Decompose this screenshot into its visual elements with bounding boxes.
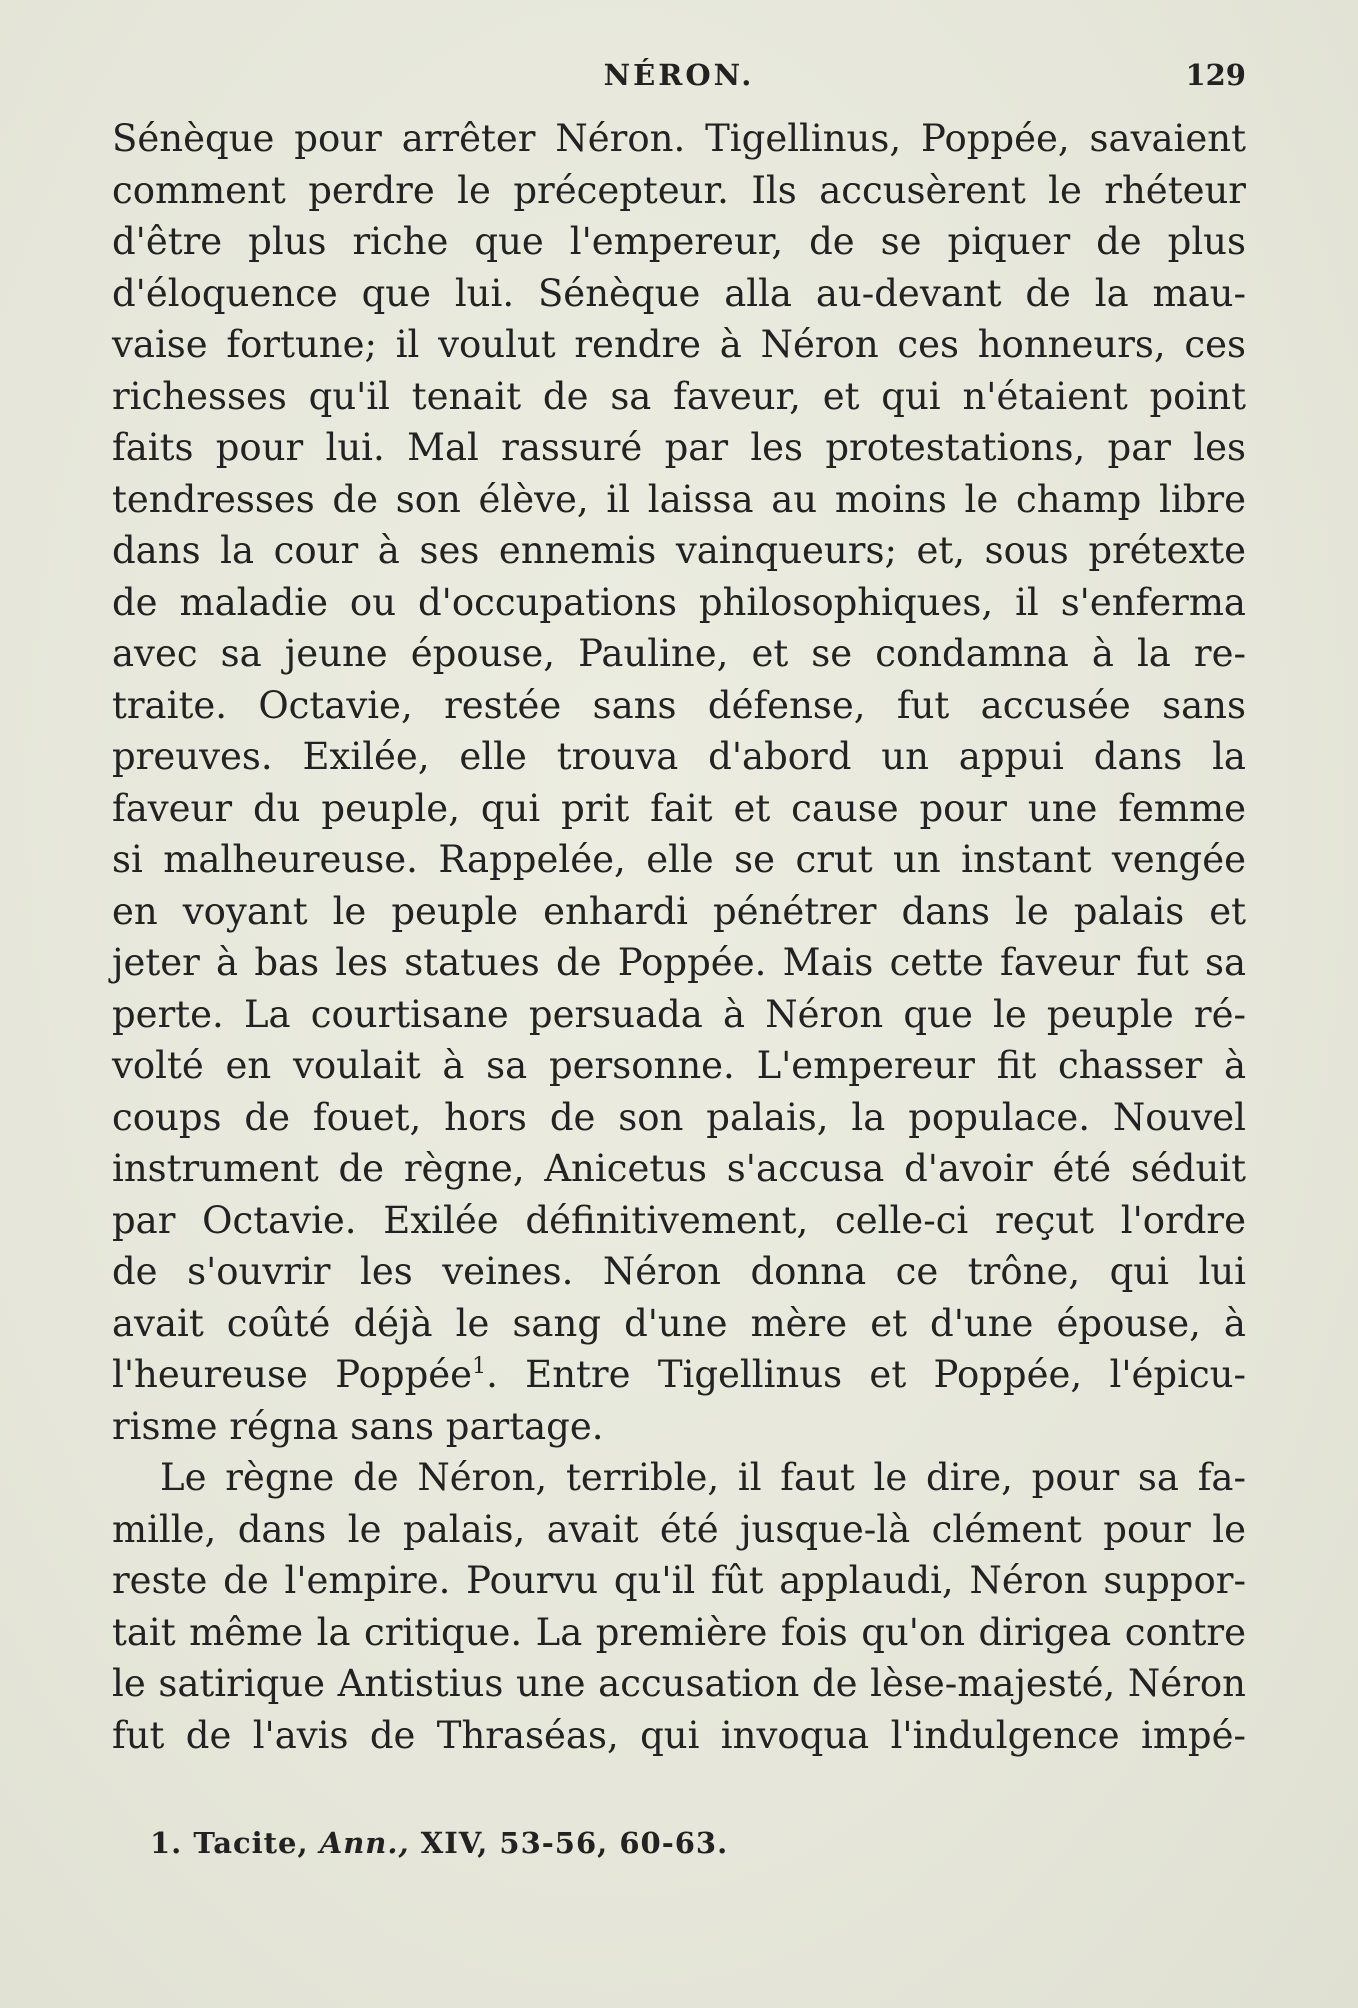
text-line: d'éloquence que lui. Sénèque alla au-devant de la mau- (112, 271, 1246, 315)
paragraph-2 (112, 1452, 1246, 1761)
footnote-number: 1. (150, 1826, 183, 1860)
text-line: mille, dans le palais, avait été jusque-là clément pour le (112, 1507, 1246, 1551)
text-line: fut de l'avis de Thraséas, qui invoqua l'indulgence impé- (112, 1713, 1246, 1757)
text-line: par Octavie. Exilée définitivement, celle-ci reçut l'ordre (112, 1198, 1246, 1242)
footnote (150, 1826, 728, 1860)
text-line: coups de fouet, hors de son palais, la populace. Nouvel (112, 1095, 1246, 1139)
text-line: tait même la critique. La première fois qu'on dirigea contre (112, 1610, 1246, 1654)
footnote-author: Tacite, (193, 1826, 309, 1860)
text-segment: . Entre Tigellinus et Poppée, l'épicu- (486, 1353, 1246, 1396)
text-line: faits pour lui. Mal rassuré par les protestations, par les (112, 426, 1246, 469)
text-line: risme régna sans partage. (112, 1404, 604, 1448)
text-segment: l'heureuse Poppée (112, 1353, 473, 1396)
paragraph-1 (112, 113, 1246, 1452)
text-line: jeter à bas les statues de Poppée. Mais cette faveur fut sa (112, 941, 1246, 984)
text-line: si malheureuse. Rappelée, elle se crut un instant vengée (112, 838, 1246, 881)
text-line: dans la cour à ses ennemis vainqueurs; et, sous prétexte (112, 529, 1246, 572)
text-line: vaise fortune; il voulut rendre à Néron ces honneurs, ces (112, 323, 1246, 366)
text-line-with-footnote-ref (112, 1349, 1246, 1401)
text-line: comment perdre le précepteur. Ils accusèrent le rhéteur (112, 168, 1246, 212)
footnote-work-title: Ann., (319, 1826, 410, 1860)
page-header (112, 58, 1246, 98)
footnote-reference[interactable]: 1 (472, 1354, 487, 1379)
text-line: faveur du peuple, qui prit fait et cause pour une femme (112, 786, 1246, 830)
text-line: instrument de règne, Anicetus s'accusa d'avoir été séduit (112, 1147, 1246, 1190)
text-line: Le règne de Néron, terrible, il faut le dire, pour sa fa- (160, 1456, 1246, 1499)
body-text (112, 113, 1246, 1761)
text-line: preuves. Exilée, elle trouva d'abord un appui dans la (112, 735, 1246, 778)
text-line: avait coûté déjà le sang d'une mère et d'une épouse, à (112, 1301, 1246, 1345)
text-line: tendresses de son élève, il laissa au moins le champ libre (112, 477, 1246, 521)
text-line: traite. Octavie, restée sans défense, fut accusée sans (112, 683, 1246, 727)
text-line: de s'ouvrir les veines. Néron donna ce trône, qui lui (112, 1250, 1246, 1293)
text-line: Sénèque pour arrêter Néron. Tigellinus, Poppée, savaient (112, 117, 1246, 160)
text-line: d'être plus riche que l'empereur, de se piquer de plus (112, 220, 1246, 263)
footnote-reference-text: XIV, 53-56, 60-63. (420, 1826, 729, 1860)
running-title: NÉRON. (603, 58, 755, 92)
page-number: 129 (1185, 58, 1246, 92)
text-line: reste de l'empire. Pourvu qu'il fût applaudi, Néron suppor- (112, 1559, 1246, 1602)
text-line: de maladie ou d'occupations philosophiques, il s'enferma (112, 580, 1246, 624)
text-line: volté en voulait à sa personne. L'empereur fit chasser à (112, 1044, 1246, 1087)
text-line: richesses qu'il tenait de sa faveur, et qui n'étaient point (112, 374, 1246, 418)
text-line: le satirique Antistius une accusation de lèse-majesté, Néron (112, 1662, 1246, 1705)
text-line: en voyant le peuple enhardi pénétrer dans le palais et (112, 889, 1246, 933)
text-line: avec sa jeune épouse, Pauline, et se condamna à la re- (112, 632, 1246, 675)
text-line: perte. La courtisane persuada à Néron que le peuple ré- (112, 992, 1246, 1036)
